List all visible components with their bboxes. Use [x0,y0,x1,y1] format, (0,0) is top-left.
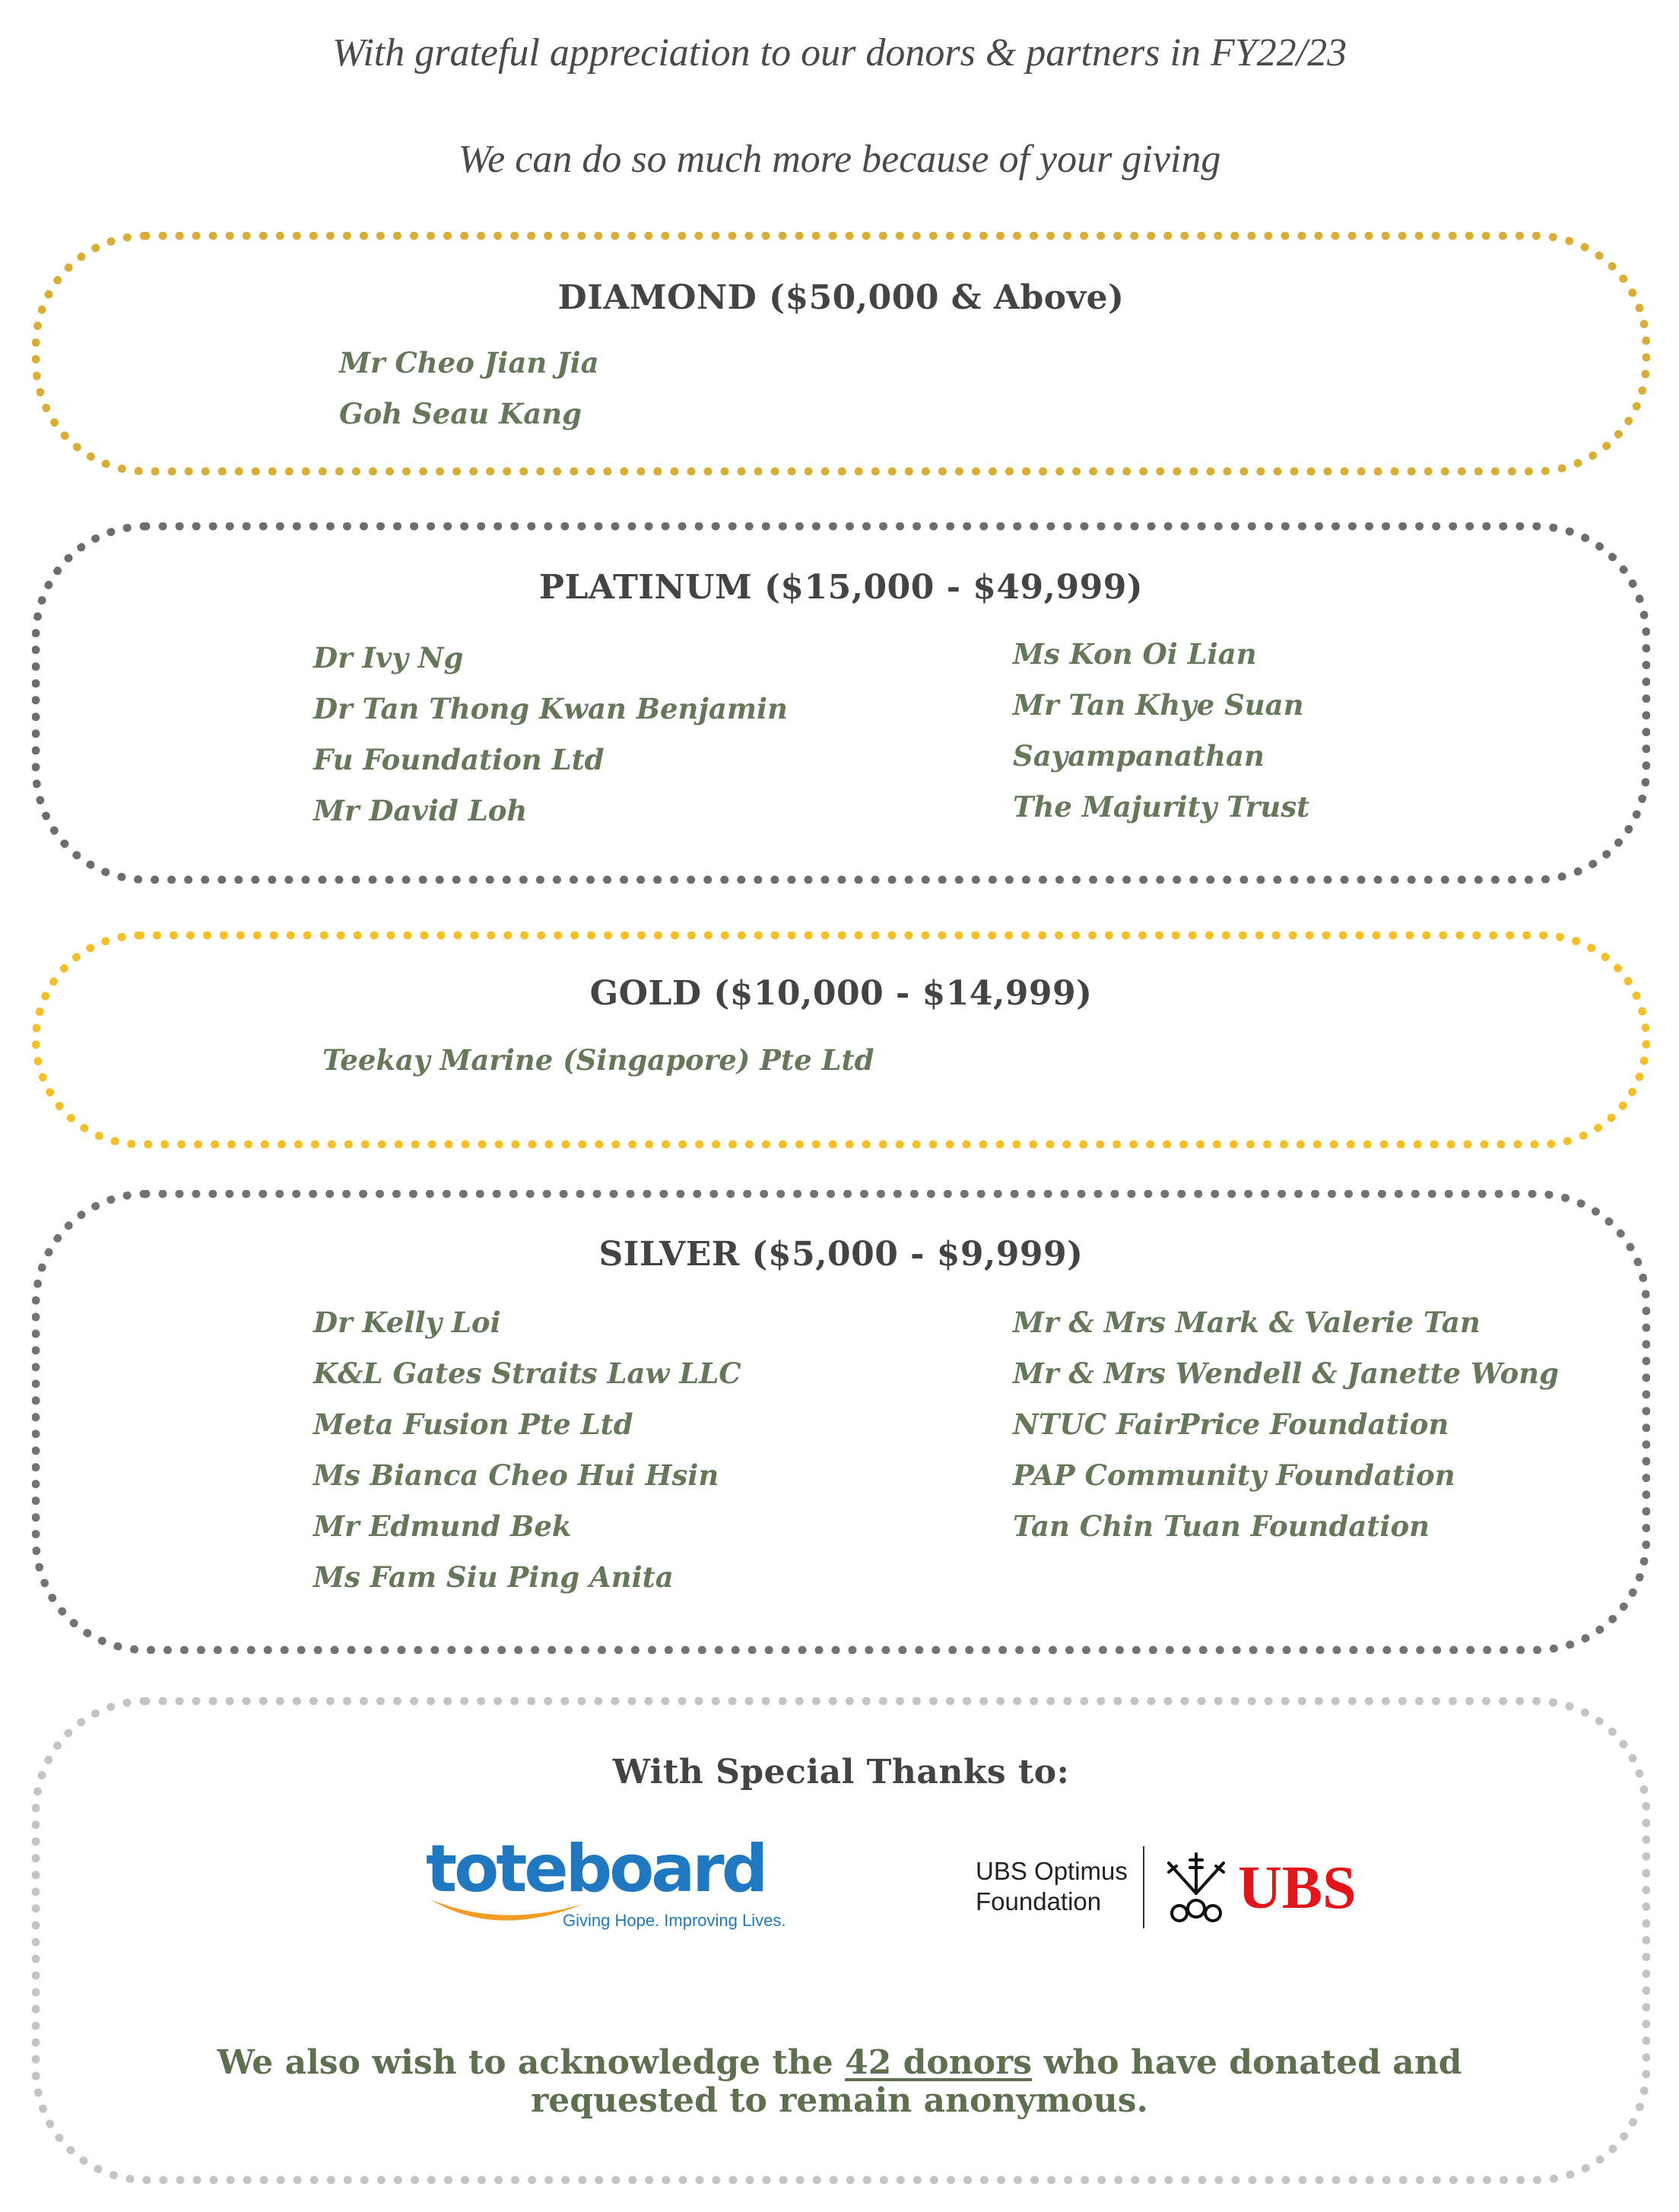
donor-name: Ms Kon Oi Lian [1013,637,1257,671]
ubs-three-keys-icon [1161,1848,1231,1927]
ubs-foundation-name-line-1: UBS Optimus [976,1857,1128,1885]
special-thanks-title: With Special Thanks to: [612,1753,1070,1791]
ubs-foundation-name-line-2: Foundation [976,1887,1102,1915]
ubs-wordmark: UBS [1238,1855,1357,1922]
diamond-tier-box [32,232,1650,475]
gold-donor-list [322,1035,874,1086]
donor-name: Mr & Mrs Mark & Valerie Tan [1013,1306,1481,1339]
diamond-donor-list [339,338,599,440]
donor-name: Mr Edmund Bek [313,1509,572,1543]
donor-name: The Majurity Trust [1013,790,1310,824]
silver-donor-list-right [1013,1297,1559,1552]
donor-name: Mr & Mrs Wendell & Janette Wong [1013,1357,1559,1390]
platinum-donor-list-right [1013,629,1309,833]
donor-name: Mr Cheo Jian Jia [339,346,599,379]
intro-line-1: With grateful appreciation to our donors & partners in FY22/23 [332,31,1347,75]
donor-name: Ms Fam Siu Ping Anita [313,1560,674,1594]
anonymous-donors-acknowledgement [152,2044,1527,2120]
donor-name: PAP Community Foundation [1013,1458,1455,1492]
donor-name: Dr Kelly Loi [313,1306,501,1339]
acknowledgement-text-before: We also wish to acknowledge the [217,2043,846,2082]
donor-name: K&L Gates Straits Law LLC [313,1357,741,1390]
toteboard-logo [426,1831,786,1931]
donor-name: Mr Tan Khye Suan [1013,688,1304,722]
ubs-logo-divider [1143,1846,1144,1928]
acknowledgement-text-after: who have donated and requested to remain anonymous. [531,2043,1462,2120]
donor-name: Dr Ivy Ng [313,641,464,674]
silver-tier-box [32,1190,1650,1654]
donor-name: Dr Tan Thong Kwan Benjamin [313,692,788,725]
donor-name: Sayampanathan [1013,739,1265,773]
donor-name: Fu Foundation Ltd [313,743,605,776]
donor-name: Goh Seau Kang [339,397,582,430]
silver-tier-title: SILVER ($5,000 - $9,999) [598,1235,1084,1274]
intro-line-2: We can do so much more because of your giving [458,138,1221,181]
silver-donor-list-left [313,1297,741,1603]
anonymous-donor-count: 42 donors [845,2043,1033,2082]
ubs-optimus-foundation-logo [976,1840,1371,1931]
donor-name: Mr David Loh [313,794,528,827]
platinum-donor-list-left [313,633,788,836]
platinum-tier-title: PLATINUM ($15,000 - $49,999) [538,568,1144,607]
donor-name: Teekay Marine (Singapore) Pte Ltd [322,1043,874,1077]
platinum-tier-box [32,522,1650,884]
toteboard-wordmark: toteboard [426,1831,766,1907]
toteboard-tagline: Giving Hope. Improving Lives. [563,1911,786,1930]
donor-name: Meta Fusion Pte Ltd [313,1407,633,1441]
donor-name: NTUC FairPrice Foundation [1013,1407,1449,1441]
donor-name: Ms Bianca Cheo Hui Hsin [313,1458,719,1492]
gold-tier-title: GOLD ($10,000 - $14,999) [589,974,1093,1013]
donor-name: Tan Chin Tuan Foundation [1013,1509,1430,1543]
gold-tier-box [32,931,1650,1148]
diamond-tier-title: DIAMOND ($50,000 & Above) [557,278,1125,317]
